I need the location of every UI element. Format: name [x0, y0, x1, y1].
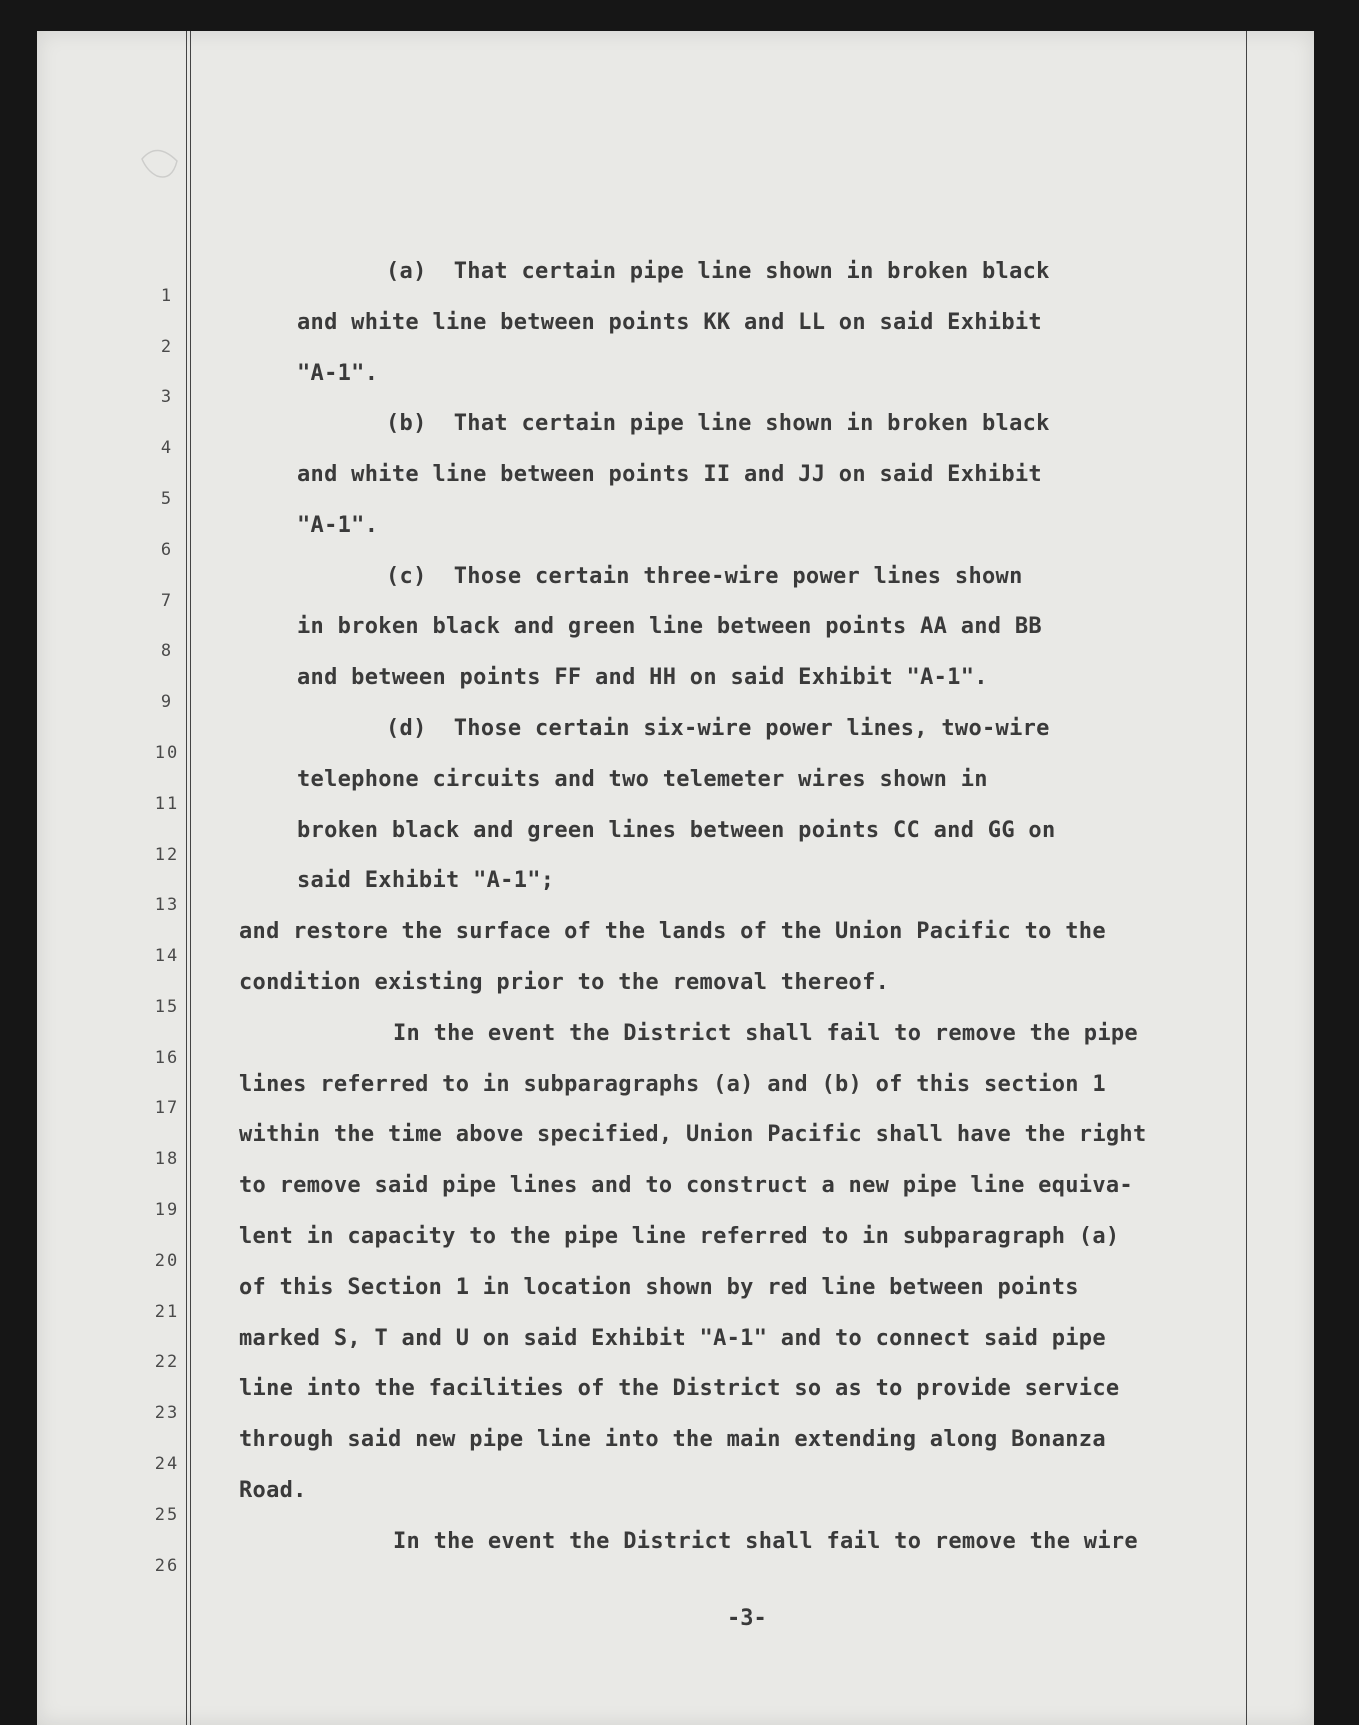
body-line: telephone circuits and two telemeter wires shown in — [297, 767, 988, 792]
body-line: (c) Those certain three-wire power lines shown — [386, 564, 1023, 589]
body-line: In the event the District shall fail to remove the pipe — [393, 1021, 1138, 1046]
line-number: 23 — [154, 1403, 180, 1423]
body-line: Road. — [239, 1478, 307, 1503]
line-number: 20 — [154, 1251, 180, 1271]
paper-mark — [102, 131, 192, 191]
line-number: 15 — [154, 997, 180, 1017]
line-number: 4 — [160, 438, 174, 458]
line-number: 6 — [160, 540, 174, 560]
body-line: lent in capacity to the pipe line referred to in subparagraph (a) — [239, 1224, 1120, 1249]
body-line: In the event the District shall fail to remove the wire — [393, 1529, 1138, 1554]
line-number: 2 — [160, 337, 174, 357]
line-number: 16 — [154, 1048, 180, 1068]
left-margin-rule-inner — [190, 31, 191, 1725]
line-number: 22 — [154, 1352, 180, 1372]
body-line: "A-1". — [297, 361, 379, 386]
line-number: 24 — [154, 1454, 180, 1474]
body-line: "A-1". — [297, 513, 379, 538]
line-number: 1 — [160, 286, 174, 306]
body-line: through said new pipe line into the main extending along Bonanza — [239, 1427, 1106, 1452]
line-number: 12 — [154, 845, 180, 865]
body-line: lines referred to in subparagraphs (a) and (b) of this section 1 — [239, 1072, 1106, 1097]
body-line: and white line between points KK and LL on said Exhibit — [297, 310, 1042, 335]
line-number: 9 — [160, 692, 174, 712]
line-number: 25 — [154, 1505, 180, 1525]
body-line: and between points FF and HH on said Exhibit "A-1". — [297, 665, 988, 690]
line-number: 17 — [154, 1098, 180, 1118]
line-number: 7 — [160, 591, 174, 611]
body-line: line into the facilities of the District so as to provide service — [239, 1376, 1120, 1401]
line-number: 3 — [160, 387, 174, 407]
line-number: 10 — [154, 743, 180, 763]
body-line: and white line between points II and JJ on said Exhibit — [297, 462, 1042, 487]
line-number: 11 — [154, 794, 180, 814]
body-line: (d) Those certain six-wire power lines, two-wire — [386, 716, 1050, 741]
body-line: (b) That certain pipe line shown in broken black — [386, 411, 1050, 436]
body-line: in broken black and green line between points AA and BB — [297, 614, 1042, 639]
line-number: 8 — [160, 641, 174, 661]
body-line: of this Section 1 in location shown by red line between points — [239, 1275, 1079, 1300]
body-line: said Exhibit "A-1"; — [297, 868, 555, 893]
body-line: condition existing prior to the removal thereof. — [239, 970, 890, 995]
line-number: 19 — [154, 1200, 180, 1220]
body-line: to remove said pipe lines and to construct a new pipe line equiva- — [239, 1173, 1133, 1198]
line-number: 13 — [154, 895, 180, 915]
line-number: 26 — [154, 1556, 180, 1576]
body-line: marked S, T and U on said Exhibit "A-1" and to connect said pipe — [239, 1326, 1106, 1351]
body-line: within the time above specified, Union Pacific shall have the right — [239, 1122, 1147, 1147]
right-margin-rule — [1246, 31, 1247, 1725]
page-number: -3- — [727, 1606, 767, 1631]
line-number: 18 — [154, 1149, 180, 1169]
document-page — [37, 31, 1314, 1725]
line-number: 14 — [154, 946, 180, 966]
line-number: 21 — [154, 1302, 180, 1322]
body-line: (a) That certain pipe line shown in broken black — [386, 259, 1050, 284]
line-number: 5 — [160, 489, 174, 509]
body-line: broken black and green lines between points CC and GG on — [297, 818, 1056, 843]
body-line: and restore the surface of the lands of the Union Pacific to the — [239, 919, 1106, 944]
